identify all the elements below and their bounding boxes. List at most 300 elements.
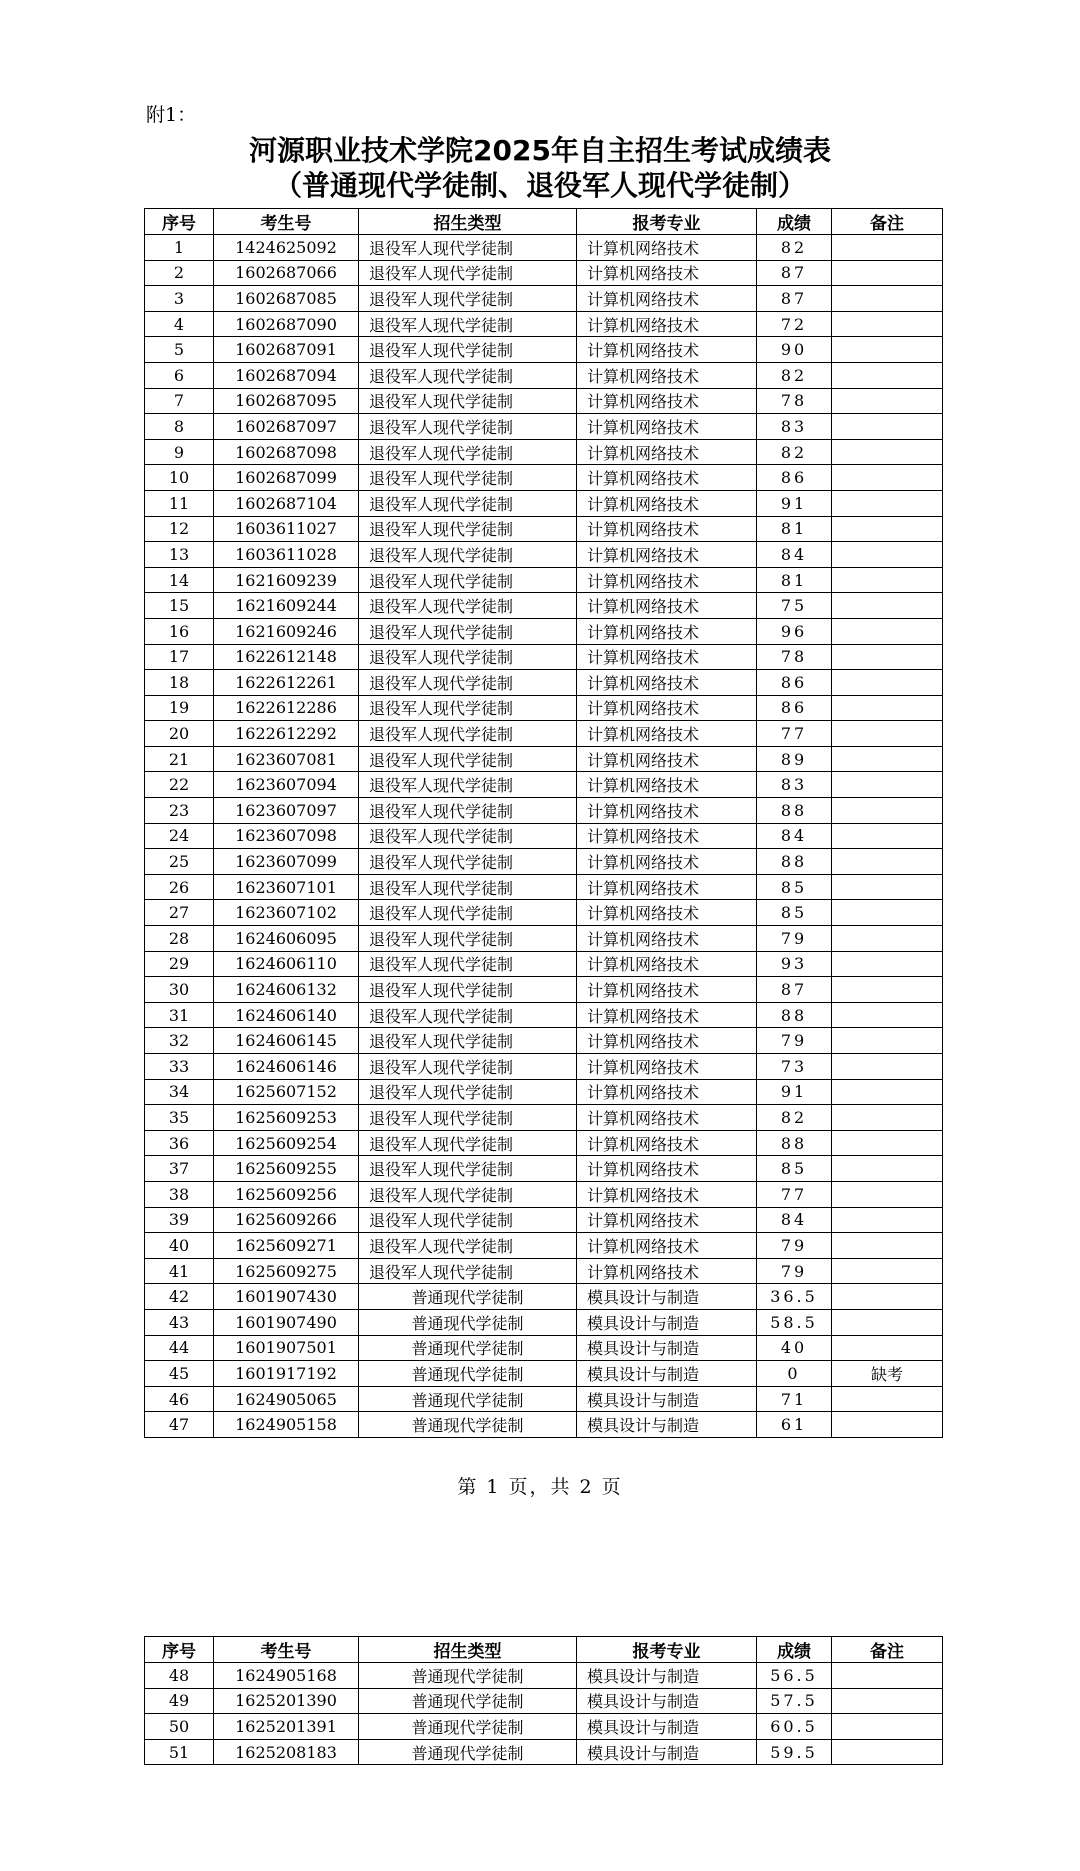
cell-major: 计算机网络技术 (577, 644, 757, 670)
cell-enroll-type: 退役军人现代学徒制 (359, 823, 577, 849)
cell-enroll-type: 退役军人现代学徒制 (359, 1105, 577, 1131)
cell-candidate-no: 1622612261 (214, 670, 359, 696)
cell-seq: 15 (145, 593, 214, 619)
cell-major: 计算机网络技术 (577, 670, 757, 696)
table-row (145, 1284, 943, 1310)
cell-candidate-no: 1621609246 (214, 618, 359, 644)
table-row (145, 1156, 943, 1182)
cell-candidate-no: 1602687095 (214, 388, 359, 414)
cell-seq: 21 (145, 746, 214, 772)
cell-seq: 12 (145, 516, 214, 542)
cell-score: 56.5 (757, 1663, 832, 1689)
cell-remark (832, 1181, 943, 1207)
cell-seq: 2 (145, 260, 214, 286)
cell-enroll-type: 退役军人现代学徒制 (359, 593, 577, 619)
cell-seq: 48 (145, 1663, 214, 1689)
table-row (145, 670, 943, 696)
cell-major: 计算机网络技术 (577, 1181, 757, 1207)
table-row (145, 1386, 943, 1412)
cell-major: 计算机网络技术 (577, 388, 757, 414)
cell-score: 73 (757, 1054, 832, 1080)
cell-score: 79 (757, 1028, 832, 1054)
cell-major: 计算机网络技术 (577, 235, 757, 261)
cell-seq: 47 (145, 1412, 214, 1438)
cell-score: 59.5 (757, 1739, 832, 1765)
cell-seq: 23 (145, 798, 214, 824)
cell-candidate-no: 1623607098 (214, 823, 359, 849)
cell-major: 模具设计与制造 (577, 1714, 757, 1740)
cell-enroll-type: 退役军人现代学徒制 (359, 260, 577, 286)
cell-remark (832, 1309, 943, 1335)
cell-candidate-no: 1603611027 (214, 516, 359, 542)
cell-enroll-type: 退役军人现代学徒制 (359, 618, 577, 644)
cell-candidate-no: 1625609255 (214, 1156, 359, 1182)
header-candidate-no: 考生号 (214, 1637, 359, 1663)
cell-remark (832, 926, 943, 952)
cell-seq: 9 (145, 439, 214, 465)
cell-enroll-type: 普通现代学徒制 (359, 1335, 577, 1361)
cell-enroll-type: 退役军人现代学徒制 (359, 1156, 577, 1182)
cell-candidate-no: 1601907490 (214, 1309, 359, 1335)
cell-remark (832, 798, 943, 824)
cell-remark (832, 1739, 943, 1765)
cell-remark (832, 849, 943, 875)
cell-candidate-no: 1622612292 (214, 721, 359, 747)
table-row (145, 414, 943, 440)
cell-major: 计算机网络技术 (577, 542, 757, 568)
cell-seq: 11 (145, 490, 214, 516)
cell-seq: 26 (145, 874, 214, 900)
cell-seq: 8 (145, 414, 214, 440)
cell-candidate-no: 1625609271 (214, 1233, 359, 1259)
cell-score: 93 (757, 951, 832, 977)
cell-seq: 22 (145, 772, 214, 798)
cell-major: 计算机网络技术 (577, 951, 757, 977)
cell-candidate-no: 1623607097 (214, 798, 359, 824)
cell-remark (832, 900, 943, 926)
cell-score: 96 (757, 618, 832, 644)
table-row (145, 798, 943, 824)
cell-major: 计算机网络技术 (577, 1130, 757, 1156)
cell-major: 计算机网络技术 (577, 260, 757, 286)
cell-remark (832, 670, 943, 696)
cell-enroll-type: 退役军人现代学徒制 (359, 362, 577, 388)
cell-enroll-type: 退役军人现代学徒制 (359, 490, 577, 516)
table-row (145, 644, 943, 670)
cell-enroll-type: 普通现代学徒制 (359, 1284, 577, 1310)
cell-enroll-type: 退役军人现代学徒制 (359, 977, 577, 1003)
cell-candidate-no: 1625607152 (214, 1079, 359, 1105)
page-title: 河源职业技术学院2025年自主招生考试成绩表 (249, 134, 831, 167)
cell-candidate-no: 1623607102 (214, 900, 359, 926)
cell-major: 模具设计与制造 (577, 1284, 757, 1310)
cell-candidate-no: 1602687090 (214, 311, 359, 337)
cell-score: 86 (757, 465, 832, 491)
cell-enroll-type: 退役军人现代学徒制 (359, 1130, 577, 1156)
cell-major: 计算机网络技术 (577, 1079, 757, 1105)
table-row (145, 1181, 943, 1207)
cell-candidate-no: 1625609253 (214, 1105, 359, 1131)
header-remark: 备注 (832, 1637, 943, 1663)
cell-major: 计算机网络技术 (577, 1105, 757, 1131)
page-subtitle: （普通现代学徒制、退役军人现代学徒制） (273, 169, 806, 202)
cell-score: 87 (757, 286, 832, 312)
cell-enroll-type: 普通现代学徒制 (359, 1663, 577, 1689)
cell-candidate-no: 1622612286 (214, 695, 359, 721)
table-row (145, 1688, 943, 1714)
table-row (145, 977, 943, 1003)
cell-seq: 42 (145, 1284, 214, 1310)
cell-enroll-type: 退役军人现代学徒制 (359, 900, 577, 926)
cell-major: 计算机网络技术 (577, 465, 757, 491)
cell-seq: 50 (145, 1714, 214, 1740)
cell-major: 模具设计与制造 (577, 1361, 757, 1387)
cell-score: 72 (757, 311, 832, 337)
cell-candidate-no: 1624606140 (214, 1002, 359, 1028)
table-row (145, 1335, 943, 1361)
cell-enroll-type: 退役军人现代学徒制 (359, 1233, 577, 1259)
cell-candidate-no: 1624905065 (214, 1386, 359, 1412)
cell-enroll-type: 退役军人现代学徒制 (359, 798, 577, 824)
cell-score: 87 (757, 260, 832, 286)
table-row (145, 1714, 943, 1740)
cell-seq: 36 (145, 1130, 214, 1156)
table-row (145, 618, 943, 644)
cell-candidate-no: 1623607094 (214, 772, 359, 798)
cell-seq: 13 (145, 542, 214, 568)
cell-score: 90 (757, 337, 832, 363)
table-row (145, 772, 943, 798)
table-row (145, 1054, 943, 1080)
cell-seq: 32 (145, 1028, 214, 1054)
cell-seq: 19 (145, 695, 214, 721)
cell-candidate-no: 1624606146 (214, 1054, 359, 1080)
table-row (145, 823, 943, 849)
cell-remark (832, 311, 943, 337)
table-row (145, 721, 943, 747)
cell-major: 计算机网络技术 (577, 1002, 757, 1028)
cell-remark (832, 260, 943, 286)
header-enroll-type: 招生类型 (359, 1637, 577, 1663)
cell-score: 79 (757, 1258, 832, 1284)
cell-remark (832, 1207, 943, 1233)
cell-score: 89 (757, 746, 832, 772)
cell-enroll-type: 普通现代学徒制 (359, 1739, 577, 1765)
cell-major: 模具设计与制造 (577, 1739, 757, 1765)
cell-seq: 20 (145, 721, 214, 747)
cell-remark (832, 1714, 943, 1740)
cell-score: 84 (757, 542, 832, 568)
cell-major: 模具设计与制造 (577, 1412, 757, 1438)
cell-candidate-no: 1624606110 (214, 951, 359, 977)
cell-seq: 46 (145, 1386, 214, 1412)
cell-candidate-no: 1625609254 (214, 1130, 359, 1156)
cell-seq: 17 (145, 644, 214, 670)
cell-score: 82 (757, 439, 832, 465)
cell-seq: 1 (145, 235, 214, 261)
cell-seq: 27 (145, 900, 214, 926)
cell-remark (832, 362, 943, 388)
cell-remark (832, 618, 943, 644)
cell-remark (832, 337, 943, 363)
cell-seq: 37 (145, 1156, 214, 1182)
cell-candidate-no: 1624905168 (214, 1663, 359, 1689)
table-header-row (145, 209, 943, 235)
cell-major: 计算机网络技术 (577, 311, 757, 337)
cell-seq: 25 (145, 849, 214, 875)
cell-candidate-no: 1624606132 (214, 977, 359, 1003)
cell-score: 75 (757, 593, 832, 619)
cell-remark (832, 1335, 943, 1361)
cell-candidate-no: 1622612148 (214, 644, 359, 670)
table-row (145, 951, 943, 977)
cell-enroll-type: 退役军人现代学徒制 (359, 337, 577, 363)
table-row (145, 1207, 943, 1233)
cell-remark (832, 542, 943, 568)
cell-seq: 10 (145, 465, 214, 491)
cell-seq: 49 (145, 1688, 214, 1714)
table-row (145, 260, 943, 286)
cell-major: 计算机网络技术 (577, 439, 757, 465)
cell-score: 79 (757, 1233, 832, 1259)
header-score: 成绩 (757, 1637, 832, 1663)
cell-seq: 30 (145, 977, 214, 1003)
cell-remark (832, 593, 943, 619)
cell-score: 91 (757, 490, 832, 516)
cell-score: 82 (757, 235, 832, 261)
cell-enroll-type: 退役军人现代学徒制 (359, 311, 577, 337)
cell-candidate-no: 1424625092 (214, 235, 359, 261)
cell-candidate-no: 1621609239 (214, 567, 359, 593)
cell-score: 0 (757, 1361, 832, 1387)
cell-seq: 33 (145, 1054, 214, 1080)
cell-enroll-type: 退役军人现代学徒制 (359, 1258, 577, 1284)
cell-enroll-type: 退役军人现代学徒制 (359, 746, 577, 772)
table-row (145, 849, 943, 875)
cell-remark (832, 1130, 943, 1156)
cell-score: 85 (757, 1156, 832, 1182)
cell-seq: 7 (145, 388, 214, 414)
cell-score: 60.5 (757, 1714, 832, 1740)
cell-score: 58.5 (757, 1309, 832, 1335)
cell-score: 36.5 (757, 1284, 832, 1310)
cell-major: 计算机网络技术 (577, 1028, 757, 1054)
cell-seq: 29 (145, 951, 214, 977)
page-footer: 第 1 页，共 2 页 (457, 1476, 623, 1498)
cell-enroll-type: 普通现代学徒制 (359, 1688, 577, 1714)
table-row (145, 235, 943, 261)
cell-remark (832, 772, 943, 798)
cell-enroll-type: 退役军人现代学徒制 (359, 849, 577, 875)
table-row (145, 439, 943, 465)
cell-enroll-type: 退役军人现代学徒制 (359, 695, 577, 721)
cell-major: 计算机网络技术 (577, 414, 757, 440)
cell-candidate-no: 1624606095 (214, 926, 359, 952)
cell-score: 88 (757, 1130, 832, 1156)
cell-score: 87 (757, 977, 832, 1003)
cell-candidate-no: 1602687098 (214, 439, 359, 465)
cell-major: 计算机网络技术 (577, 490, 757, 516)
cell-major: 计算机网络技术 (577, 362, 757, 388)
table-row (145, 695, 943, 721)
cell-enroll-type: 退役军人现代学徒制 (359, 1181, 577, 1207)
cell-major: 模具设计与制造 (577, 1386, 757, 1412)
cell-candidate-no: 1623607099 (214, 849, 359, 875)
cell-score: 81 (757, 567, 832, 593)
cell-enroll-type: 退役军人现代学徒制 (359, 567, 577, 593)
cell-remark (832, 1054, 943, 1080)
cell-score: 86 (757, 670, 832, 696)
cell-major: 模具设计与制造 (577, 1688, 757, 1714)
table-row (145, 311, 943, 337)
cell-seq: 51 (145, 1739, 214, 1765)
cell-remark (832, 951, 943, 977)
cell-remark (832, 286, 943, 312)
cell-major: 计算机网络技术 (577, 900, 757, 926)
cell-score: 85 (757, 874, 832, 900)
cell-enroll-type: 退役军人现代学徒制 (359, 388, 577, 414)
table-row (145, 1028, 943, 1054)
table-row (145, 1002, 943, 1028)
cell-score: 81 (757, 516, 832, 542)
cell-candidate-no: 1623607081 (214, 746, 359, 772)
cell-score: 88 (757, 849, 832, 875)
cell-major: 模具设计与制造 (577, 1335, 757, 1361)
cell-candidate-no: 1602687104 (214, 490, 359, 516)
table-row (145, 1105, 943, 1131)
cell-candidate-no: 1602687099 (214, 465, 359, 491)
cell-remark (832, 644, 943, 670)
cell-enroll-type: 退役军人现代学徒制 (359, 1002, 577, 1028)
header-score: 成绩 (757, 209, 832, 235)
cell-seq: 40 (145, 1233, 214, 1259)
cell-remark (832, 439, 943, 465)
header-major: 报考专业 (577, 1637, 757, 1663)
cell-candidate-no: 1603611028 (214, 542, 359, 568)
cell-candidate-no: 1625609275 (214, 1258, 359, 1284)
cell-major: 计算机网络技术 (577, 516, 757, 542)
cell-enroll-type: 退役军人现代学徒制 (359, 951, 577, 977)
cell-score: 40 (757, 1335, 832, 1361)
header-major: 报考专业 (577, 209, 757, 235)
cell-enroll-type: 退役军人现代学徒制 (359, 516, 577, 542)
cell-remark: 缺考 (832, 1361, 943, 1387)
cell-enroll-type: 退役军人现代学徒制 (359, 874, 577, 900)
cell-major: 计算机网络技术 (577, 977, 757, 1003)
cell-remark (832, 1156, 943, 1182)
cell-major: 计算机网络技术 (577, 798, 757, 824)
cell-remark (832, 1028, 943, 1054)
table-row (145, 746, 943, 772)
cell-seq: 24 (145, 823, 214, 849)
cell-major: 计算机网络技术 (577, 567, 757, 593)
cell-major: 计算机网络技术 (577, 593, 757, 619)
cell-major: 模具设计与制造 (577, 1663, 757, 1689)
table-row (145, 516, 943, 542)
cell-major: 计算机网络技术 (577, 1233, 757, 1259)
cell-enroll-type: 退役军人现代学徒制 (359, 1079, 577, 1105)
cell-major: 计算机网络技术 (577, 618, 757, 644)
cell-score: 57.5 (757, 1688, 832, 1714)
cell-score: 85 (757, 900, 832, 926)
score-table-page2 (144, 1636, 943, 1765)
header-seq: 序号 (145, 1637, 214, 1663)
cell-score: 77 (757, 1181, 832, 1207)
cell-score: 83 (757, 772, 832, 798)
cell-major: 计算机网络技术 (577, 721, 757, 747)
cell-score: 71 (757, 1386, 832, 1412)
cell-candidate-no: 1602687085 (214, 286, 359, 312)
cell-major: 计算机网络技术 (577, 1054, 757, 1080)
cell-seq: 34 (145, 1079, 214, 1105)
cell-seq: 39 (145, 1207, 214, 1233)
cell-seq: 4 (145, 311, 214, 337)
table-row (145, 874, 943, 900)
cell-remark (832, 721, 943, 747)
cell-enroll-type: 退役军人现代学徒制 (359, 286, 577, 312)
cell-enroll-type: 退役军人现代学徒制 (359, 465, 577, 491)
cell-remark (832, 1386, 943, 1412)
cell-seq: 5 (145, 337, 214, 363)
table-row (145, 1412, 943, 1438)
table-row (145, 542, 943, 568)
cell-enroll-type: 退役军人现代学徒制 (359, 235, 577, 261)
cell-seq: 28 (145, 926, 214, 952)
cell-candidate-no: 1625201390 (214, 1688, 359, 1714)
cell-remark (832, 1105, 943, 1131)
cell-major: 计算机网络技术 (577, 337, 757, 363)
cell-seq: 43 (145, 1309, 214, 1335)
cell-major: 计算机网络技术 (577, 823, 757, 849)
cell-seq: 14 (145, 567, 214, 593)
cell-enroll-type: 退役军人现代学徒制 (359, 542, 577, 568)
cell-score: 78 (757, 388, 832, 414)
table-row (145, 1663, 943, 1689)
cell-score: 79 (757, 926, 832, 952)
table-row (145, 465, 943, 491)
cell-major: 模具设计与制造 (577, 1309, 757, 1335)
cell-remark (832, 695, 943, 721)
cell-enroll-type: 普通现代学徒制 (359, 1386, 577, 1412)
cell-major: 计算机网络技术 (577, 1156, 757, 1182)
cell-seq: 41 (145, 1258, 214, 1284)
table-row (145, 900, 943, 926)
table-row (145, 337, 943, 363)
cell-score: 77 (757, 721, 832, 747)
cell-seq: 18 (145, 670, 214, 696)
cell-major: 计算机网络技术 (577, 874, 757, 900)
cell-candidate-no: 1602687066 (214, 260, 359, 286)
cell-major: 计算机网络技术 (577, 849, 757, 875)
cell-remark (832, 874, 943, 900)
cell-score: 88 (757, 798, 832, 824)
cell-candidate-no: 1621609244 (214, 593, 359, 619)
cell-remark (832, 490, 943, 516)
table-row (145, 362, 943, 388)
cell-candidate-no: 1601907501 (214, 1335, 359, 1361)
header-remark: 备注 (832, 209, 943, 235)
table-row (145, 1079, 943, 1105)
cell-major: 计算机网络技术 (577, 286, 757, 312)
cell-enroll-type: 退役军人现代学徒制 (359, 772, 577, 798)
table-row (145, 567, 943, 593)
table-row (145, 1739, 943, 1765)
table-header-row (145, 1637, 943, 1663)
cell-seq: 35 (145, 1105, 214, 1131)
cell-candidate-no: 1601907430 (214, 1284, 359, 1310)
cell-remark (832, 388, 943, 414)
header-candidate-no: 考生号 (214, 209, 359, 235)
